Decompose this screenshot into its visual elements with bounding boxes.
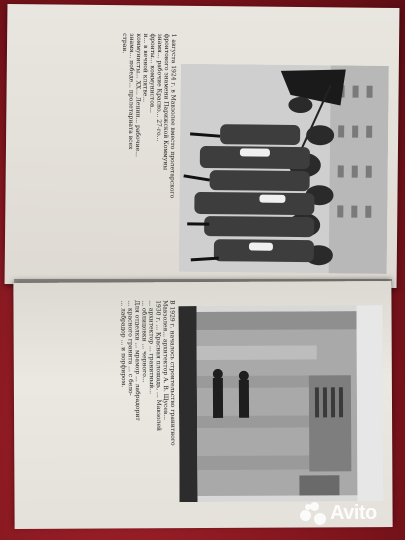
avito-watermark	[300, 498, 400, 528]
banner-procession-image	[179, 64, 389, 274]
avito-watermark-text: Avito	[330, 501, 377, 524]
caption-line: Мавзолея... архитектор А. В. Щусев...	[161, 300, 170, 421]
caption-line: стран.	[120, 33, 129, 54]
avito-logo-dots-icon	[300, 502, 326, 524]
banner-procession-photo	[179, 64, 389, 274]
caption-line: ... облицовки ... черного...	[140, 300, 148, 383]
caption-line: 1930 г. ... Красная площадь, ... Мавзолей	[154, 300, 163, 432]
caption-line: Для отделки ... мрамор ... лабрадорит	[133, 300, 142, 421]
caption-line: В 1929 г. началось строительство гранитного	[168, 300, 177, 446]
upper-book-page	[5, 4, 400, 288]
caption-line: и... в вечной клятве...	[141, 33, 150, 103]
caption-line: ... красного гранита ... с бело-	[126, 300, 134, 396]
caption-line: 1 августа 1924 г. в Мавзолее вместо пролетарского	[168, 33, 178, 199]
mausoleum-photo	[178, 305, 383, 502]
lower-book-page	[13, 281, 392, 529]
caption-line: фронты... коммунистов...	[148, 33, 157, 114]
upper-caption-text	[113, 33, 178, 274]
caption-line: ... лабрадор ... и порфиром.	[119, 300, 127, 388]
lower-caption-text	[113, 300, 176, 508]
caption-line: ... архитектор ... гранитный...	[147, 300, 155, 395]
caption-line: фронтового знамени Парижской Коммуны	[161, 33, 171, 171]
caption-line: знамя... рабочие Красно... 27-го...	[155, 33, 164, 142]
caption-line: коммунисты... XX... Ленин... рабочие...	[133, 33, 143, 157]
mausoleum-image	[178, 305, 383, 502]
caption-line: знамя... победе... пролетариата всех	[126, 33, 136, 150]
